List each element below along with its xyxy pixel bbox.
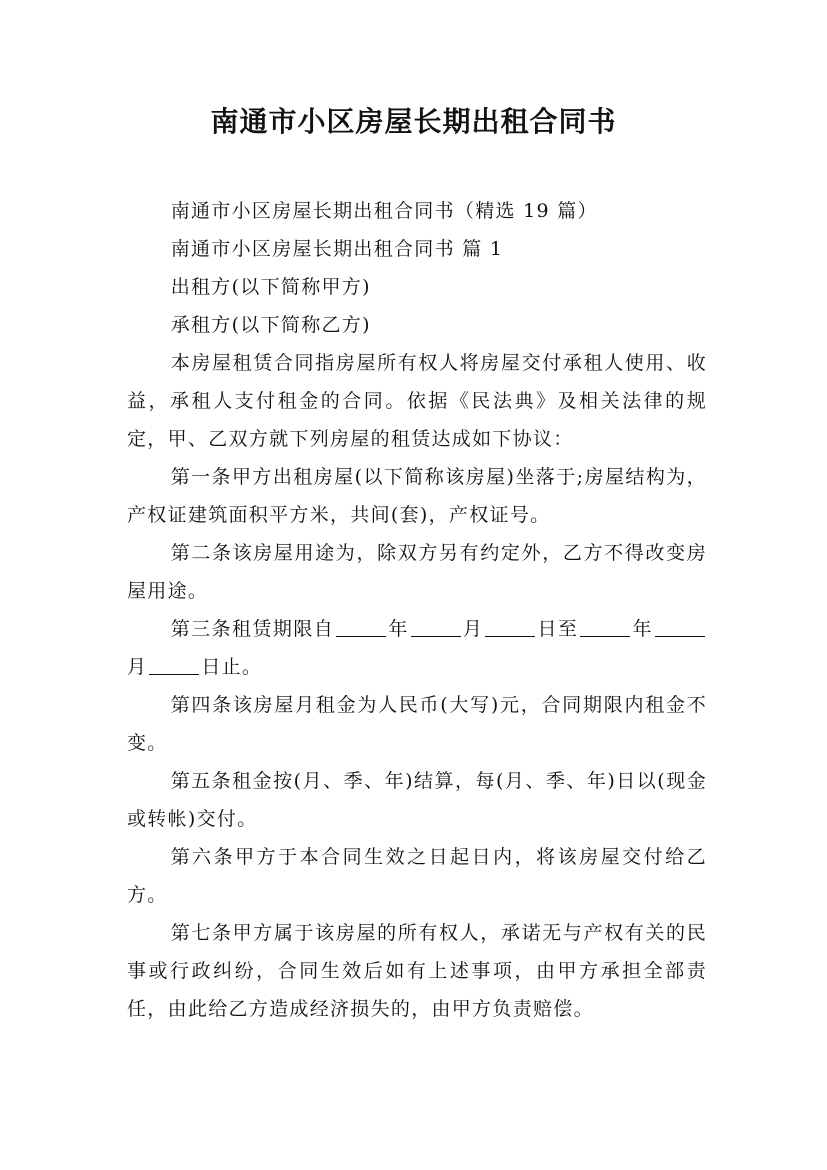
document-body [127, 192, 707, 1028]
paragraph: 南通市小区房屋长期出租合同书 篇 1 [170, 238, 504, 260]
blank-field [655, 617, 705, 637]
paragraph-clause-3 [127, 610, 707, 686]
blank-field [485, 617, 535, 637]
blank-field [580, 617, 630, 637]
paragraph: 南通市小区房屋长期出租合同书（精选 19 篇） [170, 200, 598, 222]
paragraph: 第五条租金按(月、季、年)结算，每(月、季、年)日以(现金或转帐)交付。 [127, 770, 707, 830]
clause-3-text: 日止。 [201, 656, 263, 678]
paragraph: 承租方(以下简称乙方) [170, 314, 371, 336]
clause-3-text: 年 [388, 618, 409, 640]
paragraph: 第七条甲方属于该房屋的所有权人，承诺无与产权有关的民事或行政纠纷，合同生效后如有上述事项，由甲方承担全部责任，由此给乙方造成经济损失的，由甲方负责赔偿。 [127, 922, 707, 1020]
clause-3-text: 第三条租赁期限自 [170, 618, 335, 640]
paragraph: 第四条该房屋月租金为人民币(大写)元，合同期限内租金不变。 [127, 694, 707, 754]
paragraph: 第二条该房屋用途为，除双方另有约定外，乙方不得改变房屋用途。 [127, 542, 707, 602]
blank-field [149, 655, 199, 675]
clause-3-text: 年 [632, 618, 653, 640]
clause-3-text: 日至 [537, 618, 579, 640]
blank-field [411, 617, 461, 637]
clause-3-text: 月 [462, 618, 484, 640]
paragraph: 本房屋租赁合同指房屋所有权人将房屋交付承租人使用、收益，承租人支付租金的合同。依据《民法典》及相关法律的规定，甲、乙双方就下列房屋的租赁达成如下协议： [127, 352, 707, 450]
blank-field [336, 617, 386, 637]
paragraph: 第一条甲方出租房屋(以下简称该房屋)坐落于;房屋结构为，产权证建筑面积平方米，共间(套)，产权证号。 [127, 466, 707, 526]
document-title: 南通市小区房屋长期出租合同书 [210, 105, 617, 138]
clause-3-text: 月 [127, 656, 148, 678]
paragraph: 出租方(以下简称甲方) [170, 276, 371, 298]
paragraph: 第六条甲方于本合同生效之日起日内，将该房屋交付给乙方。 [127, 846, 707, 906]
